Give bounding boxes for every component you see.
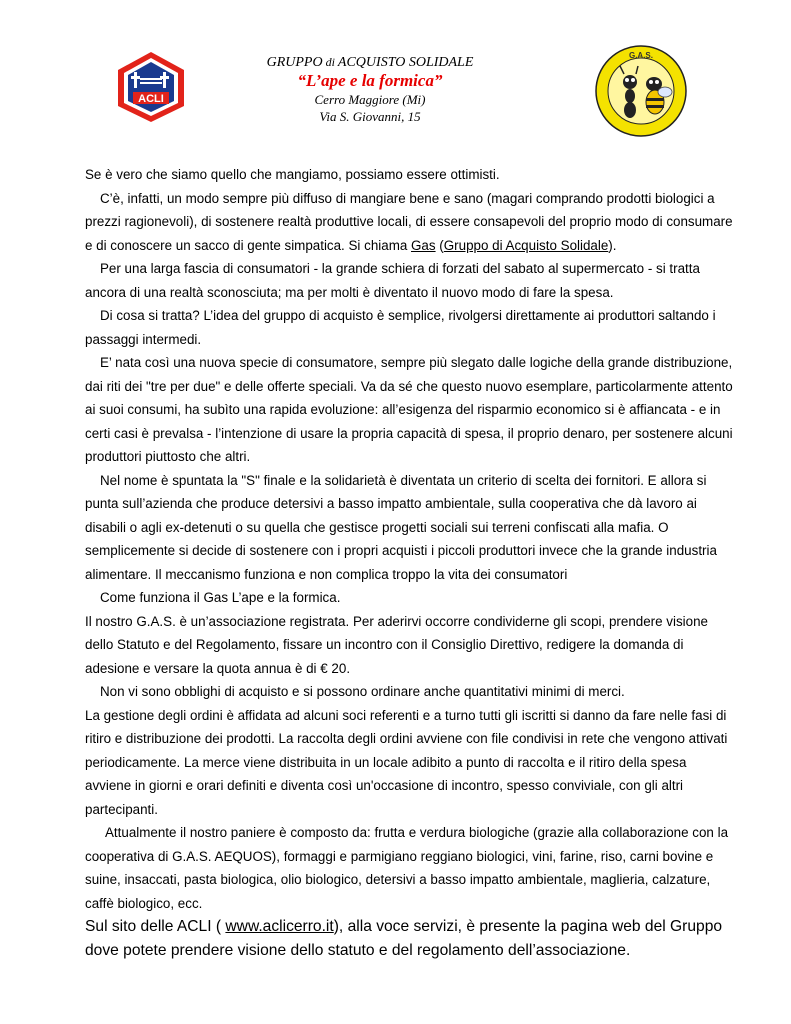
paragraph-11: Attualmente il nostro paniere è composto da: frutta e verdura biologiche (grazie alla collaborazione con la cooperativa di G.A.S. AEQUOS), formaggi e parmigiano reggiano biologici, vini, farine, riso, carni bovine e suine, insaccati, pasta biologica, olio biologico, detersivi a basso impatto ambientale, maglieria, calzature, caffè biologico, ecc. xyxy=(85,825,729,911)
paragraph-5: E’ nata così una nuova specie di consumatore, sempre più slegato dalle logiche della grande distribuzione, dai riti dei "tre per due" e delle offerte speciali. Va da sé che questo nuovo esemplare, particolarmente attento ai suoi consumi, ha subìto una rapida evoluzione: all’esigenza del risparmio economico si è affiancata - e in certi casi è prevalsa - l’intenzione di usare la propria capacità di spesa, il proprio denaro, per sostenere alcuni produttori piuttosto che altri. xyxy=(85,355,733,464)
paragraph-10: La gestione degli ordini è affidata ad alcuni soci referenti e a turno tutti gli iscritti si danno da fare nelle fasi di ritiro e distribuzione dei prodotti. La raccolta degli ordini avviene con file condivisi in rete che vengono attivati periodicamente. La merce viene distribuita in un locale adibito a punto di raccolta e il ritiro della spesa avviene in giorni e orari definiti e diventa così un'occasione di incontro, spesso conviviale, con gli altri partecipanti. xyxy=(85,707,728,817)
header-address: Via S. Giovanni, 15 xyxy=(319,109,421,124)
header-title: GRUPPO di ACQUISTO SOLIDALE xyxy=(266,55,474,70)
header-city: Cerro Maggiore (Mi) xyxy=(314,92,426,107)
paragraph-8: Il nostro G.A.S. è un’associazione registrata. Per aderirvi occorre condividerne gli scopi, prendere visione dello Statuto e del Regolamento, fissare un incontro con il Consiglio Direttivo, redigere la domanda di adesione e versare la quota annua è di € 20. xyxy=(85,613,708,676)
acli-logo xyxy=(116,50,186,124)
header xyxy=(220,54,520,125)
paragraph-2: C’è, infatti, un modo sempre più diffuso di mangiare bene e sano (magari comprando prodotti biologici a prezzi ragionevoli), di sostenere realtà produttive locali, di essere consapevoli del proprio modo di consumare e di conoscere un sacco di gente simpatica. Si chiama Gas (Gruppo di Acquisto Solidale). xyxy=(85,190,733,253)
paragraph-4: Di cosa si tratta? L’idea del gruppo di acquisto è semplice, rivolgersi direttamente ai produttori saltando i passaggi intermedi. xyxy=(85,308,716,347)
link-gas[interactable]: Gas xyxy=(411,237,436,253)
gas-logo-text: G.A.S. xyxy=(628,51,654,60)
gas-logo xyxy=(594,44,688,138)
acli-logo-text: ACLI xyxy=(138,93,164,105)
paragraph-3: Per una larga fascia di consumatori - la grande schiera di forzati del sabato al supermercato - si tratta ancora di una realtà sconosciuta; ma per molti è diventato il nuovo modo di fare la spesa. xyxy=(85,261,700,300)
link-aclicerro[interactable]: www.aclicerro.it xyxy=(225,918,334,935)
header-subtitle: “L’ape e la formica” xyxy=(297,71,443,90)
paragraph-9: Non vi sono obblighi di acquisto e si possono ordinare anche quantitativi minimi di merci. xyxy=(100,684,625,699)
link-gruppo-acquisto-solidale[interactable]: Gruppo di Acquisto Solidale xyxy=(443,237,609,253)
paragraph-7: Come funziona il Gas L’ape e la formica. xyxy=(100,590,341,605)
paragraph-1: Se è vero che siamo quello che mangiamo, possiamo essere ottimisti. xyxy=(85,167,500,182)
paragraph-12: Sul sito delle ACLI ( www.aclicerro.it), alla voce servizi, è presente la pagina web del Gruppo dove potete prendere visione dello statuto e del regolamento dell’associazione. xyxy=(85,918,723,959)
paragraph-6: Nel nome è spuntata la "S" finale e la solidarietà è diventata un criterio di scelta dei fornitori. E allora si punta sull’azienda che produce detersivi a basso impatto ambientale, sulla cooperativa che dà lavoro ai disabili o agli ex-detenuti o su quella che gestisce progetti sociali sui terreni confiscati alla mafia. O semplicemente si decide di sostenere con i propri acquisti i piccoli produttori invece che la grande industria alimentare. Il meccanismo funziona e non complica troppo la vita dei consumatori xyxy=(85,472,717,582)
article-body xyxy=(85,163,735,963)
